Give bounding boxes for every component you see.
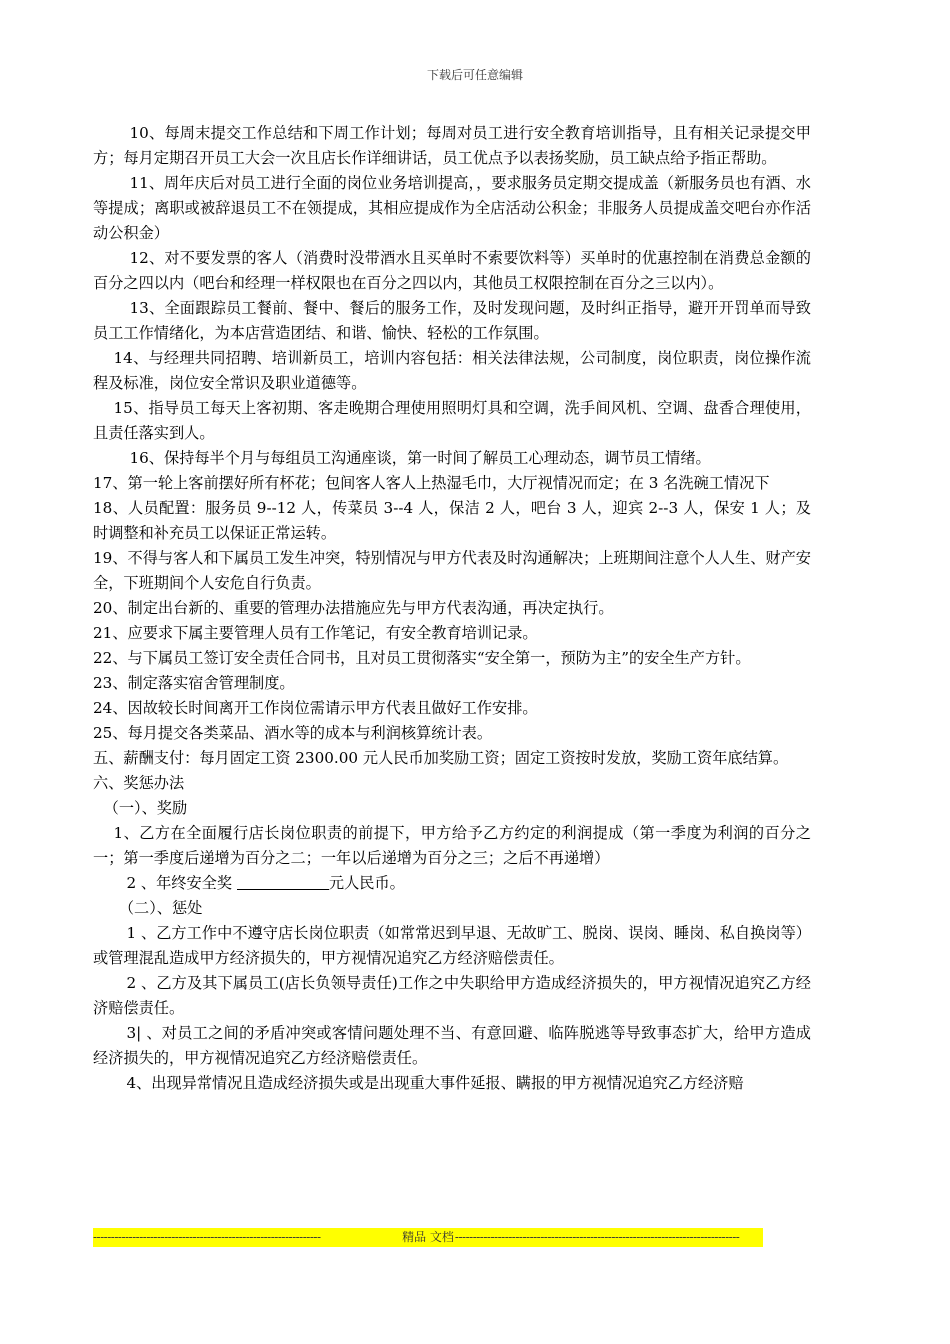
paragraph-16: 16、保持每半个月与每组员工沟通座谈，第一时间了解员工心理动态，调节员工情绪。 bbox=[129, 449, 711, 467]
paragraph-13: 13、全面跟踪员工餐前、餐中、餐后的服务工作，及时发现问题，及时纠正指导，避开开罚单而导致员工工作情绪化，为本店营造团结、和谐、愉快、轻松的工作氛围。 bbox=[93, 299, 811, 342]
paragraph-22: 22、与下属员工签订安全责任合同书，且对员工贯彻落实“安全第一，预防为主”的安全生产方针。 bbox=[93, 649, 751, 667]
document-body bbox=[93, 121, 811, 1096]
paragraph-21: 21、应要求下属主要管理人员有工作笔记，有安全教育培训记录。 bbox=[93, 624, 538, 642]
penalty-item-4: 4、出现异常情况且造成经济损失或是出现重大事件延报、瞒报的甲方视情况追究乙方经济赔 bbox=[126, 1074, 744, 1092]
salary-section: 五、薪酬支付：每月固定工资 2300.00 元人民币加奖励工资；固定工资按时发放，奖励工资年底结算。 bbox=[93, 749, 789, 767]
paragraph-15: 15、指导员工每天上客初期、客走晚期合理使用照明灯具和空调，洗手间风机、空调、盘香合理使用，且责任落实到人。 bbox=[93, 399, 811, 442]
paragraph-12: 12、对不要发票的客人（消费时没带酒水且买单时不索要饮料等）买单时的优惠控制在消费总金额的百分之四以内（吧台和经理一样权限也在百分之四以内，其他员工权限控制在百分之三以内）。 bbox=[93, 249, 811, 292]
reward-item-2-label: 2 、年终安全奖 bbox=[126, 874, 233, 892]
page-footer-banner bbox=[93, 1228, 763, 1247]
penalty-item-2: 2 、乙方及其下属员工(店长负领导责任)工作之中失职给甲方造成经济损失的，甲方视情况追究乙方经济赔偿责任。 bbox=[93, 974, 811, 1017]
paragraph-25: 25、每月提交各类菜品、酒水等的成本与利润核算统计表。 bbox=[93, 724, 493, 742]
paragraph-24: 24、因故较长时间离开工作岗位需请示甲方代表且做好工作安排。 bbox=[93, 699, 538, 717]
rewards-penalties-heading: 六、奖惩办法 bbox=[93, 774, 185, 792]
amount-blank bbox=[237, 874, 329, 890]
paragraph-23: 23、制定落实宿舍管理制度。 bbox=[93, 674, 295, 692]
paragraph-10: 10、每周末提交工作总结和下周工作计划；每周对员工进行安全教育培训指导，且有相关记录提交甲方；每月定期召开员工大会一次且店长作详细讲话，员工优点予以表扬奖励，员工缺点给予指正帮助。 bbox=[93, 124, 811, 167]
paragraph-20: 20、制定出台新的、重要的管理办法措施应先与甲方代表沟通，再决定执行。 bbox=[93, 599, 614, 617]
rewards-subheading: （一）、奖励 bbox=[103, 799, 188, 817]
penalty-item-3: 3| 、对员工之间的矛盾冲突或客情问题处理不当、有意回避、临阵脱逃等导致事态扩大，给甲方造成经济损失的，甲方视情况追究乙方经济赔偿责任。 bbox=[93, 1024, 811, 1067]
paragraph-14: 14、与经理共同招聘、培训新员工，培训内容包括：相关法律法规，公司制度，岗位职责，岗位操作流程及标准，岗位安全常识及职业道德等。 bbox=[93, 349, 811, 392]
page-header: 下载后可任意编辑 bbox=[426, 68, 523, 82]
paragraph-17: 17、第一轮上客前摆好所有杯花；包间客人客人上热湿毛巾，大厅视情况而定；在 3 名洗碗工情况下 bbox=[93, 474, 770, 492]
penalty-item-1: 1 、乙方工作中不遵守店长岗位职责（如常常迟到早退、无故旷工、脱岗、误岗、睡岗、私自换岗等）或管理混乱造成甲方经济损失的，甲方视情况追究乙方经济赔偿责任。 bbox=[93, 924, 811, 967]
penalties-subheading: （二）、惩处 bbox=[118, 899, 203, 917]
paragraph-11: 11、周年庆后对员工进行全面的岗位业务培训提高，，要求服务员定期交提成盖（新服务员也有酒、水等提成；离职或被辞退员工不在领提成，其相应提成作为全店活动公积金；非服务人员提成盖交吧台亦作活动公积金） bbox=[93, 174, 811, 242]
reward-item-2 bbox=[93, 871, 811, 896]
footer-right-dashes: -------------------------------------------------------------------------------- bbox=[454, 1230, 740, 1244]
reward-item-1: 1、乙方在全面履行店长岗位职责的前提下，甲方给予乙方约定的利润提成（第一季度为利润的百分之一；第一季度后递增为百分之二；一年以后递增为百分之三；之后不再递增） bbox=[93, 824, 811, 867]
paragraph-19: 19、不得与客人和下属员工发生冲突，特别情况与甲方代表及时沟通解决；上班期间注意个人人生、财产安全，下班期间个人安危自行负责。 bbox=[93, 549, 811, 592]
footer-left-dashes: ---------------------------------------------------------------- bbox=[93, 1230, 321, 1244]
footer-label: 精品 文档 bbox=[402, 1230, 454, 1244]
paragraph-18: 18、人员配置：服务员 9--12 人，传菜员 3--4 人，保洁 2 人，吧台 3 人，迎宾 2--3 人，保安 1 人；及时调整和补充员工以保证正常运转。 bbox=[93, 499, 811, 542]
reward-item-2-suffix: 元人民币。 bbox=[328, 874, 405, 892]
